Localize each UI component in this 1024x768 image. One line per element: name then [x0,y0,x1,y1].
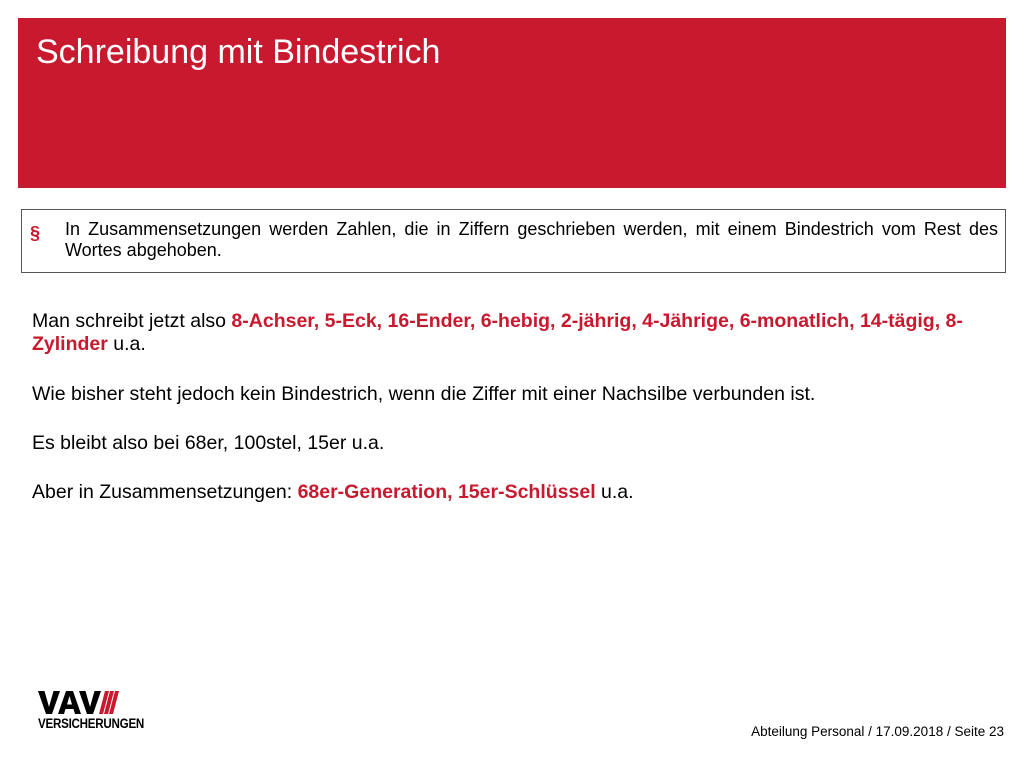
rule-box [21,209,1006,273]
slide-body [32,310,1007,504]
examples-suffix: u.a. [107,333,146,355]
title-banner [18,18,1006,188]
exception-examples-paragraph: Es bleibt also bei 68er, 100stel, 15er u.a. [32,432,385,454]
slide-title: Schreibung mit Bindestrich [36,33,441,71]
compound-suffix: u.a. [595,481,634,503]
compound-intro: Aber in Zusammensetzungen: [32,481,298,503]
compound-highlight: 68er-Generation, 15er-Schlüssel [297,481,596,503]
logo-subline: VERSICHERUNGEN [38,716,145,731]
paragraph-bullet: § [30,223,41,243]
footer-text: Abteilung Personal / 17.09.2018 / Seite 23 [751,724,1004,739]
examples-intro: Man schreibt jetzt also [32,310,232,332]
vav-logo [38,689,158,737]
compound-paragraph [32,481,1007,504]
exception-paragraph: Wie bisher steht jedoch kein Bindestrich, wenn die Ziffer mit einer Nachsilbe verbunden ist. [32,383,816,405]
examples-highlight: 8-Achser, 5-Eck, 16-Ender, 6-hebig, 2-jährig, 4-Jährige, 6-monatlich, 14-tägig, 8-Zylinder [32,310,963,355]
rule-text: In Zusammensetzungen werden Zahlen, die in Ziffern geschrieben werden, mit einem Bindestrich vom Rest des Wortes abgehoben. [65,219,998,260]
examples-paragraph [32,310,1007,357]
vav-wordmark-icon [38,689,120,715]
